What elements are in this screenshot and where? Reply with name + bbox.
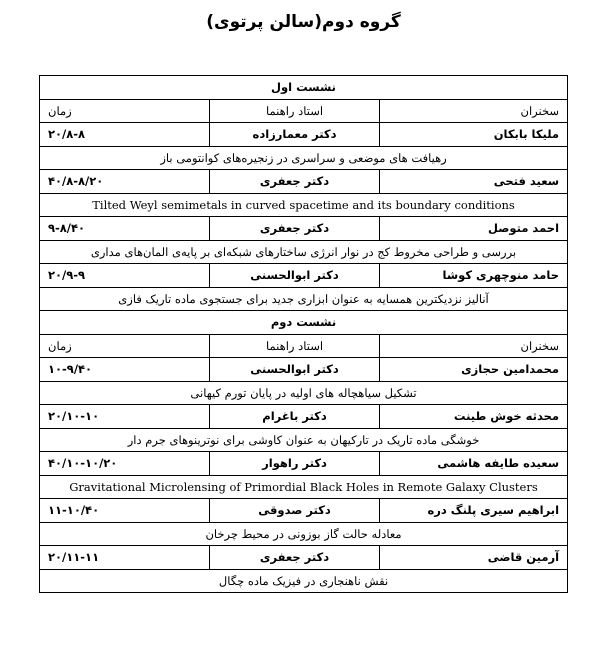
session-label: نشست دوم: [40, 311, 568, 335]
session-header-row: [40, 311, 568, 335]
talk-row: [40, 452, 568, 476]
header-advisor: استاد راهنما: [210, 334, 380, 358]
talk-time: ۲۰/۱۰-۱۰: [40, 405, 210, 429]
advisor-name: دکتر معمارزاده: [210, 123, 380, 147]
talk-topic: بررسی و طراحی مخروط کج در نوار انرژی ساختارهای شبکه‌ای بر پایه‌ی المان‌های مداری: [40, 240, 568, 264]
header-speaker: سخنران: [380, 334, 568, 358]
talk-topic: نقش ناهنجاری در فیزیک ماده چگال: [40, 569, 568, 593]
talk-time: ۴۰/۱۰-۱۰/۲۰: [40, 452, 210, 476]
speaker-name: ابراهیم سیری پلنگ دره: [380, 499, 568, 523]
talk-topic: رهیافت های موضعی و سراسری در زنجیره‌های کوانتومی باز: [40, 146, 568, 170]
topic-row: [40, 146, 568, 170]
session-label: نشست اول: [40, 76, 568, 100]
talk-row: [40, 405, 568, 429]
talk-row: [40, 499, 568, 523]
advisor-name: دکتر ابوالحسنی: [210, 264, 380, 288]
topic-row: [40, 240, 568, 264]
talk-time: ۲۰/۹-۹: [40, 264, 210, 288]
speaker-name: ملیکا بابکان: [380, 123, 568, 147]
talk-time: ۴۰/۸-۸/۲۰: [40, 170, 210, 194]
page-title: گروه دوم(سالن پرتوی): [206, 12, 401, 32]
advisor-name: دکتر باغرام: [210, 405, 380, 429]
topic-row: [40, 475, 568, 499]
column-header-row: [40, 334, 568, 358]
talk-time: ۱۰-۹/۴۰: [40, 358, 210, 382]
topic-row: [40, 522, 568, 546]
talk-topic: خوشگی ماده تاریک در تارکیهان به عنوان کاوشی برای نوترینوهای جرم دار: [40, 428, 568, 452]
speaker-name: محمدامین حجازی: [380, 358, 568, 382]
speaker-name: آرمین قاضی: [380, 546, 568, 570]
topic-row: [40, 193, 568, 217]
header-speaker: سخنران: [380, 99, 568, 123]
talk-row: [40, 546, 568, 570]
talk-topic: Tilted Weyl semimetals in curved spacetime and its boundary conditions: [40, 193, 568, 217]
column-header-row: [40, 99, 568, 123]
talk-row: [40, 170, 568, 194]
talk-row: [40, 123, 568, 147]
advisor-name: دکتر جعفری: [210, 170, 380, 194]
session-header-row: [40, 76, 568, 100]
schedule-table: [39, 75, 568, 593]
talk-row: [40, 264, 568, 288]
speaker-name: محدثه خوش طینت: [380, 405, 568, 429]
header-time: زمان: [40, 334, 210, 358]
topic-row: [40, 381, 568, 405]
header-advisor: استاد راهنما: [210, 99, 380, 123]
header-time: زمان: [40, 99, 210, 123]
talk-topic: معادله حالت گاز بوزونی در محیط چرخان: [40, 522, 568, 546]
talk-topic: Gravitational Microlensing of Primordial Black Holes in Remote Galaxy Clusters: [40, 475, 568, 499]
advisor-name: دکتر جعفری: [210, 546, 380, 570]
speaker-name: سعیده طایفه هاشمی: [380, 452, 568, 476]
talk-row: [40, 358, 568, 382]
topic-row: [40, 287, 568, 311]
speaker-name: احمد متوصل: [380, 217, 568, 241]
schedule-body: [40, 76, 568, 593]
speaker-name: سعید فتحی: [380, 170, 568, 194]
talk-topic: تشکیل سیاهچاله های اولیه در پایان تورم کیهانی: [40, 381, 568, 405]
talk-time: ۱۱-۱۰/۴۰: [40, 499, 210, 523]
talk-time: ۹-۸/۴۰: [40, 217, 210, 241]
advisor-name: دکتر صدوقی: [210, 499, 380, 523]
speaker-name: حامد منوچهری کوشا: [380, 264, 568, 288]
advisor-name: دکتر راهوار: [210, 452, 380, 476]
advisor-name: دکتر ابوالحسنی: [210, 358, 380, 382]
talk-time: ۲۰/۸-۸: [40, 123, 210, 147]
topic-row: [40, 569, 568, 593]
talk-row: [40, 217, 568, 241]
topic-row: [40, 428, 568, 452]
talk-topic: آنالیز نزدیکترین همسایه به عنوان ابزاری جدید برای جستجوی ماده تاریک فازی: [40, 287, 568, 311]
talk-time: ۲۰/۱۱-۱۱: [40, 546, 210, 570]
advisor-name: دکتر جعفری: [210, 217, 380, 241]
